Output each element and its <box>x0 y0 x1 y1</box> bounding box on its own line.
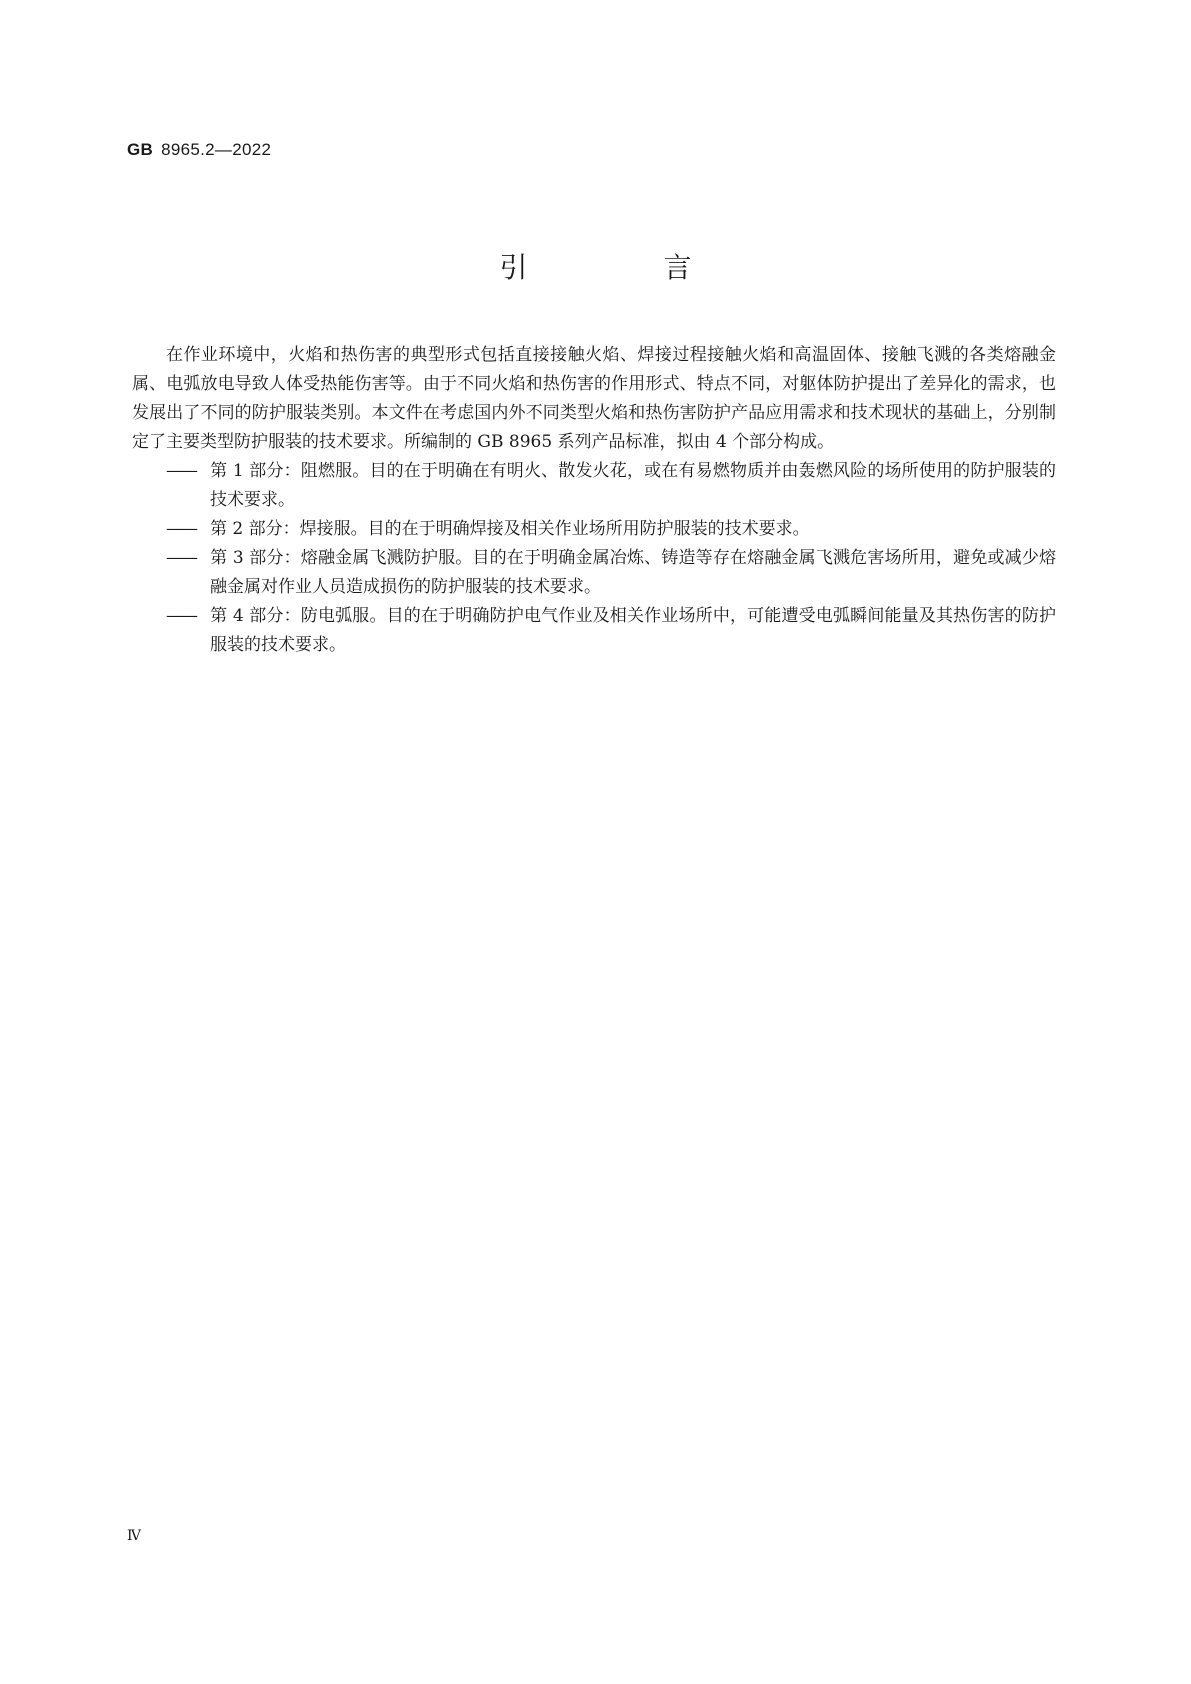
parts-list <box>132 457 1056 660</box>
list-item-text: 第 3 部分：熔融金属飞溅防护服。目的在于明确金属冶炼、铸造等存在熔融金属飞溅危害场所用，避免或减少熔融金属对作业人员造成损伤的防护服装的技术要求。 <box>210 548 1056 597</box>
page-title: 引 言 <box>499 251 746 284</box>
list-item <box>132 602 1056 660</box>
dash-marker: —— <box>166 606 196 626</box>
standard-number: 8965.2—2022 <box>161 140 272 159</box>
list-item-text: 第 2 部分：焊接服。目的在于明确焊接及相关作业场所用防护服装的技术要求。 <box>210 519 810 539</box>
list-item <box>132 515 1056 544</box>
dash-marker: —— <box>166 461 196 481</box>
document-code <box>127 140 271 160</box>
dash-marker: —— <box>166 548 196 568</box>
list-item-text: 第 1 部分：阻燃服。目的在于明确在有明火、散发火花，或在有易燃物质并由轰燃风险的场所使用的防护服装的技术要求。 <box>210 461 1056 510</box>
intro-paragraph: 在作业环境中，火焰和热伤害的典型形式包括直接接触火焰、焊接过程接触火焰和高温固体、接触飞溅的各类熔融金属、电弧放电导致人体受热能伤害等。由于不同火焰和热伤害的作用形式、特点不同，对躯体防护提出了差异化的需求，也发展出了不同的防护服装类别。本文件在考虑国内外不同类型火焰和热伤害防护产品应用需求和技术现状的基础上，分别制定了主要类型防护服装的技术要求。所编制的 GB 8965 系列产品标准，拟由 4 个部分构成。 <box>132 345 1056 452</box>
list-item <box>132 544 1056 602</box>
dash-marker: —— <box>166 519 196 539</box>
list-item <box>132 457 1056 515</box>
page-number: Ⅳ <box>127 1528 141 1544</box>
introduction-body <box>132 341 1056 660</box>
standard-prefix: GB <box>127 140 154 159</box>
list-item-text: 第 4 部分：防电弧服。目的在于明确防护电气作业及相关作业场所中，可能遭受电弧瞬间能量及其热伤害的防护服装的技术要求。 <box>210 606 1056 655</box>
